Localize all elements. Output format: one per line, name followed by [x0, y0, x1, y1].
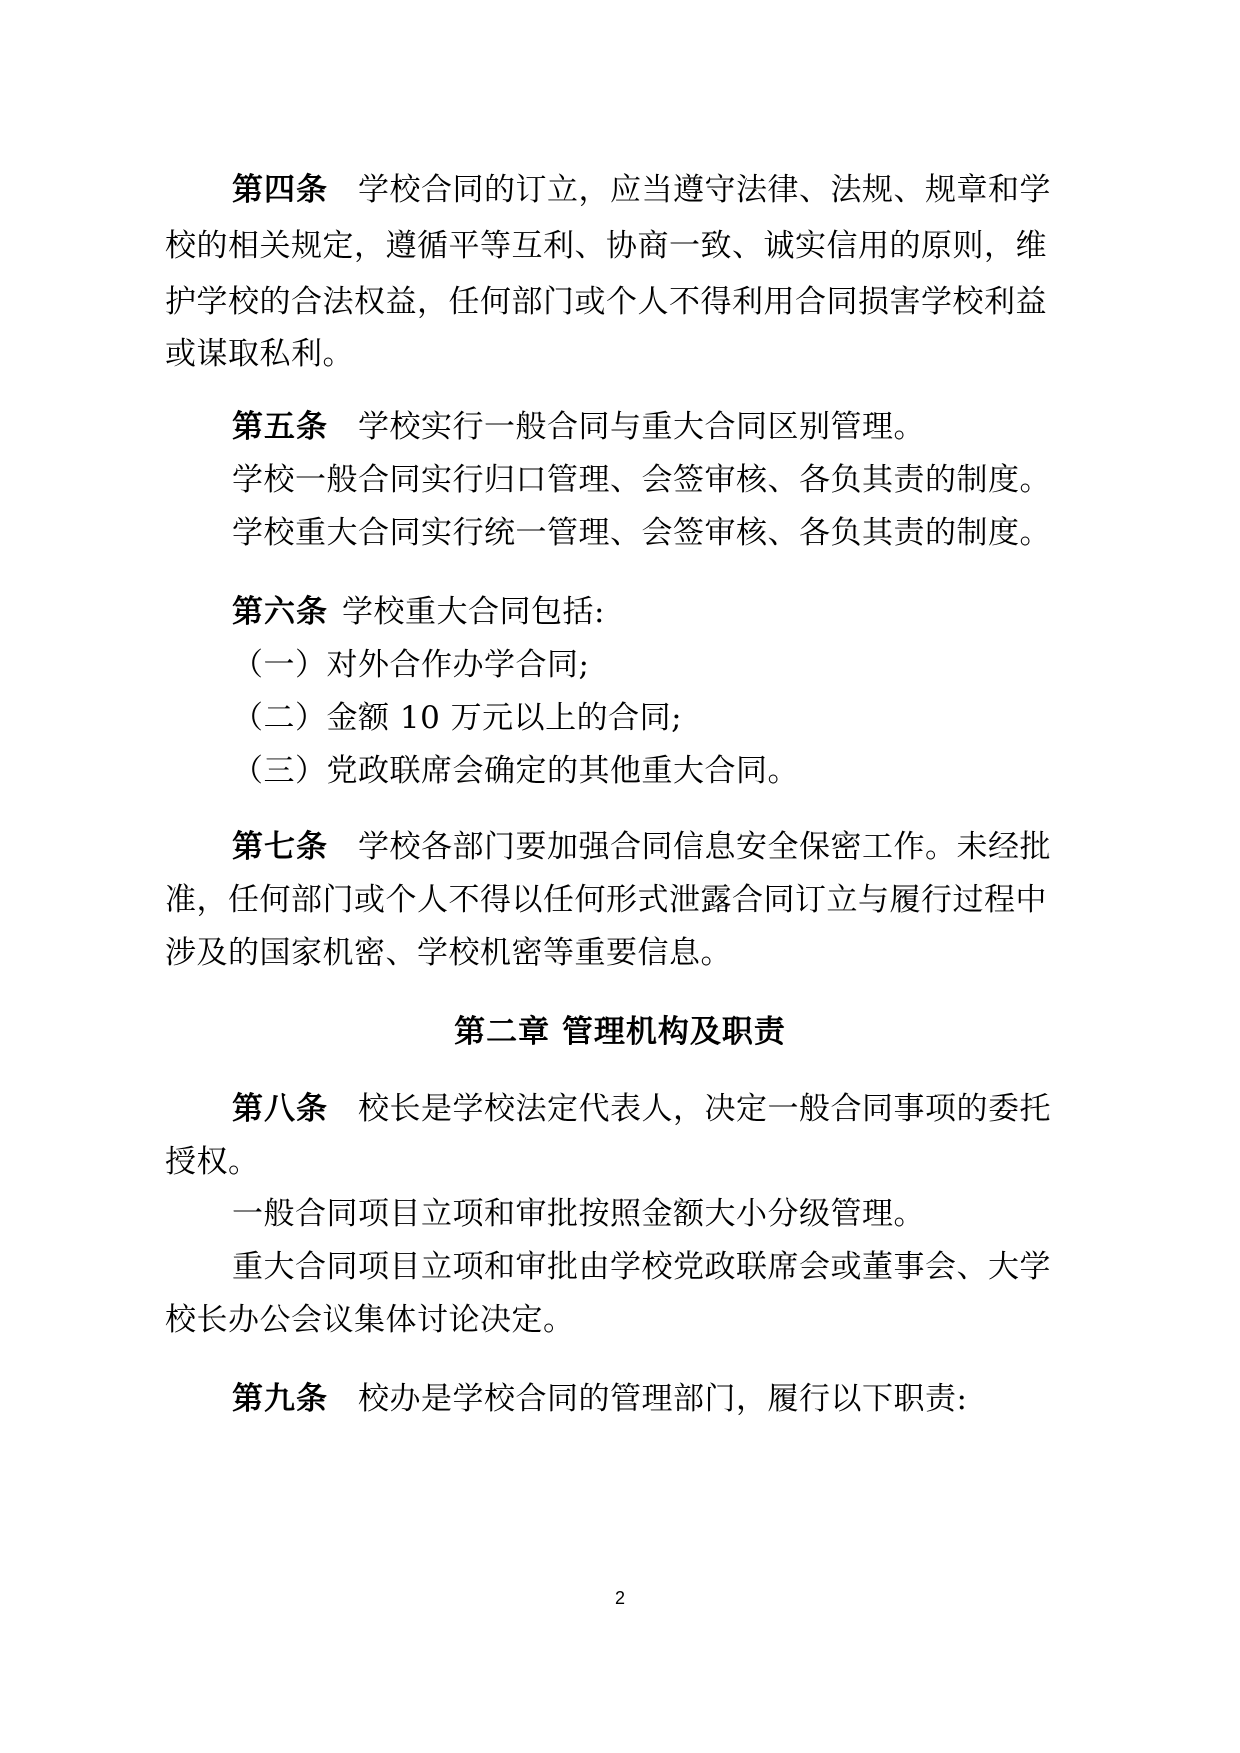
article-7-text-line: 涉及的国家机密、学校机密等重要信息。	[165, 935, 732, 971]
article-4-text-line: 护学校的合法权益，任何部门或个人不得利用合同损害学校利益	[165, 284, 1047, 320]
page-number: 2	[614, 1588, 625, 1608]
article-7-first-line	[232, 827, 1051, 867]
article-4-heading: 第四条	[232, 172, 328, 208]
article-6-list-item: （二）金额 10 万元以上的合同;	[232, 700, 683, 736]
article-6-first-line	[232, 592, 605, 632]
article-8-text-line: 校长办公会议集体讨论决定。	[165, 1302, 575, 1338]
article-8-first-line	[232, 1089, 1051, 1129]
article-8-text-line: 重大合同项目立项和审批由学校党政联席会或董事会、大学	[232, 1249, 1051, 1285]
article-5-text-line: 学校实行一般合同与重大合同区别管理。	[358, 409, 925, 445]
chapter-title: 第二章 管理机构及职责	[454, 1014, 786, 1050]
article-6-heading: 第六条	[232, 594, 328, 630]
article-4-text-line: 校的相关规定，遵循平等互利、协商一致、诚实信用的原则，维	[165, 228, 1047, 264]
article-4-first-line	[232, 170, 1051, 210]
article-5-text-line: 学校一般合同实行归口管理、会签审核、各负其责的制度。	[232, 462, 1051, 498]
article-8-text-line: 校长是学校法定代表人，决定一般合同事项的委托	[358, 1091, 1051, 1127]
article-8-text-line: 授权。	[165, 1144, 260, 1180]
article-6-list-item: （一）对外合作办学合同;	[232, 647, 590, 683]
article-7-text-line: 学校各部门要加强合同信息安全保密工作。未经批	[358, 829, 1051, 865]
article-5-heading: 第五条	[232, 409, 328, 445]
article-9-heading: 第九条	[232, 1381, 328, 1417]
article-8-heading: 第八条	[232, 1091, 328, 1127]
article-8-text-line: 一般合同项目立项和审批按照金额大小分级管理。	[232, 1196, 925, 1232]
article-5-text-line: 学校重大合同实行统一管理、会签审核、各负其责的制度。	[232, 515, 1051, 551]
article-7-heading: 第七条	[232, 829, 328, 865]
article-9-first-line	[232, 1379, 967, 1419]
article-6-list-item: （三）党政联席会确定的其他重大合同。	[232, 753, 799, 789]
article-7-text-line: 准，任何部门或个人不得以任何形式泄露合同订立与履行过程中	[165, 882, 1047, 918]
article-6-text-line: 学校重大合同包括:	[342, 594, 605, 630]
article-5-first-line	[232, 407, 925, 447]
article-9-text-line: 校办是学校合同的管理部门，履行以下职责:	[358, 1381, 968, 1417]
article-4-text-line: 学校合同的订立，应当遵守法律、法规、规章和学	[358, 172, 1051, 208]
article-4-text-line: 或谋取私利。	[165, 336, 354, 372]
